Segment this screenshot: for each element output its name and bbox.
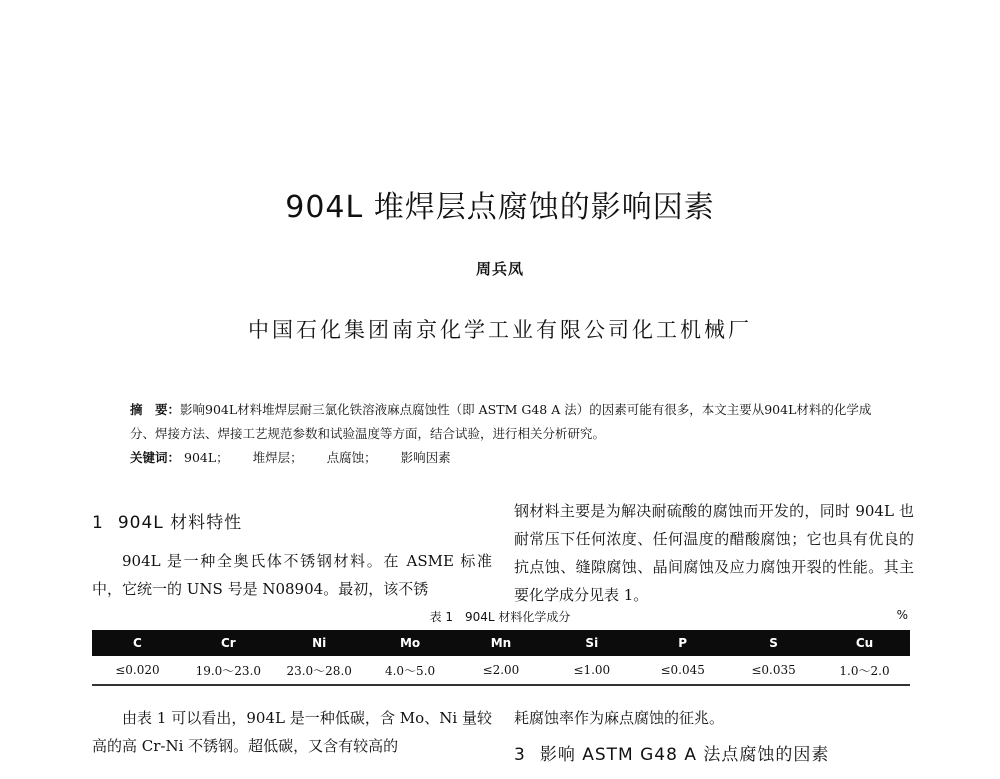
abstract-text: 影响904L材料堆焊层耐三氯化铁溶液麻点腐蚀性（即 ASTM G48 A 法）的因素可能有很多，本文主要从904L材料的化学成分、焊接方法、焊接工艺规范参数和试验温度等方面，结合试验，进行相关分析研究。 <box>130 402 872 441</box>
keyword: 堆焊层； <box>252 450 303 465</box>
table-header-cell: Cr <box>183 630 274 656</box>
table-cell: ≤0.020 <box>92 656 183 685</box>
table-cell: ≤0.045 <box>637 656 728 685</box>
left-column <box>92 508 492 603</box>
paragraph: 由表 1 可以看出，904L 是一种低碳，含 Mo、Ni 量较高的高 Cr-Ni 不锈钢。超低碳，又含有较高的 <box>92 709 492 755</box>
section-title: 影响 ASTM G48 A 法点腐蚀的因素 <box>539 745 830 765</box>
table-cell: ≤1.00 <box>546 656 637 685</box>
table-row <box>92 656 910 685</box>
paragraph: 钢材料主要是为解决耐硫酸的腐蚀而开发的，同时 904L 也耐常压下任何浓度、任何温度的醋酸腐蚀；它也具有优良的抗点蚀、缝隙腐蚀、晶间腐蚀及应力腐蚀开裂的性能。其主要化学成分见表 1。 <box>514 502 914 604</box>
section-number: 1 <box>92 513 104 533</box>
paragraph: 904L 是一种全奥氏体不锈钢材料。在 ASME 标准中，它统一的 UNS 号是 N08904。最初，该不锈 <box>92 552 492 598</box>
table-cell: ≤0.035 <box>728 656 819 685</box>
table-header-cell: S <box>728 630 819 656</box>
table-header-cell: Cu <box>819 630 910 656</box>
composition-table <box>92 630 910 686</box>
table-cell: 4.0～5.0 <box>365 656 456 685</box>
section-heading <box>514 740 914 765</box>
table-cell: 19.0～23.0 <box>183 656 274 685</box>
abstract-body <box>130 398 890 446</box>
section-heading <box>92 508 492 533</box>
table-unit: % <box>896 608 908 622</box>
table-header-row <box>92 630 910 656</box>
table-caption: 表 1 904L 材料化学成分 <box>429 610 571 624</box>
affiliation: 中国石化集团南京化学工业有限公司化工机械厂 <box>248 318 752 342</box>
keywords <box>130 446 890 470</box>
keywords-label: 关键词： <box>130 450 181 465</box>
table-header-cell: Mo <box>365 630 456 656</box>
section-title: 904L 材料特性 <box>117 513 243 533</box>
right-column-lower <box>514 704 914 779</box>
table-header-cell: P <box>637 630 728 656</box>
left-column-lower <box>92 704 492 760</box>
page-title: 904L 堆焊层点腐蚀的影响因素 <box>285 190 715 225</box>
table-header-cell: Ni <box>274 630 365 656</box>
right-column <box>514 497 914 609</box>
abstract <box>130 398 890 470</box>
table-header-cell: C <box>92 630 183 656</box>
table-cell: 1.0～2.0 <box>819 656 910 685</box>
abstract-label: 摘 要： <box>130 402 181 417</box>
keyword: 点腐蚀； <box>326 450 377 465</box>
table-header-cell: Si <box>546 630 637 656</box>
keyword: 904L； <box>184 450 229 465</box>
table-cell: ≤2.00 <box>456 656 547 685</box>
section-number: 3 <box>514 745 526 765</box>
author: 周兵凤 <box>475 260 524 278</box>
table-header-cell: Mn <box>456 630 547 656</box>
paragraph: 耗腐蚀率作为麻点腐蚀的征兆。 <box>514 709 725 727</box>
keyword: 影响因素 <box>400 450 451 465</box>
table-cell: 23.0～28.0 <box>274 656 365 685</box>
